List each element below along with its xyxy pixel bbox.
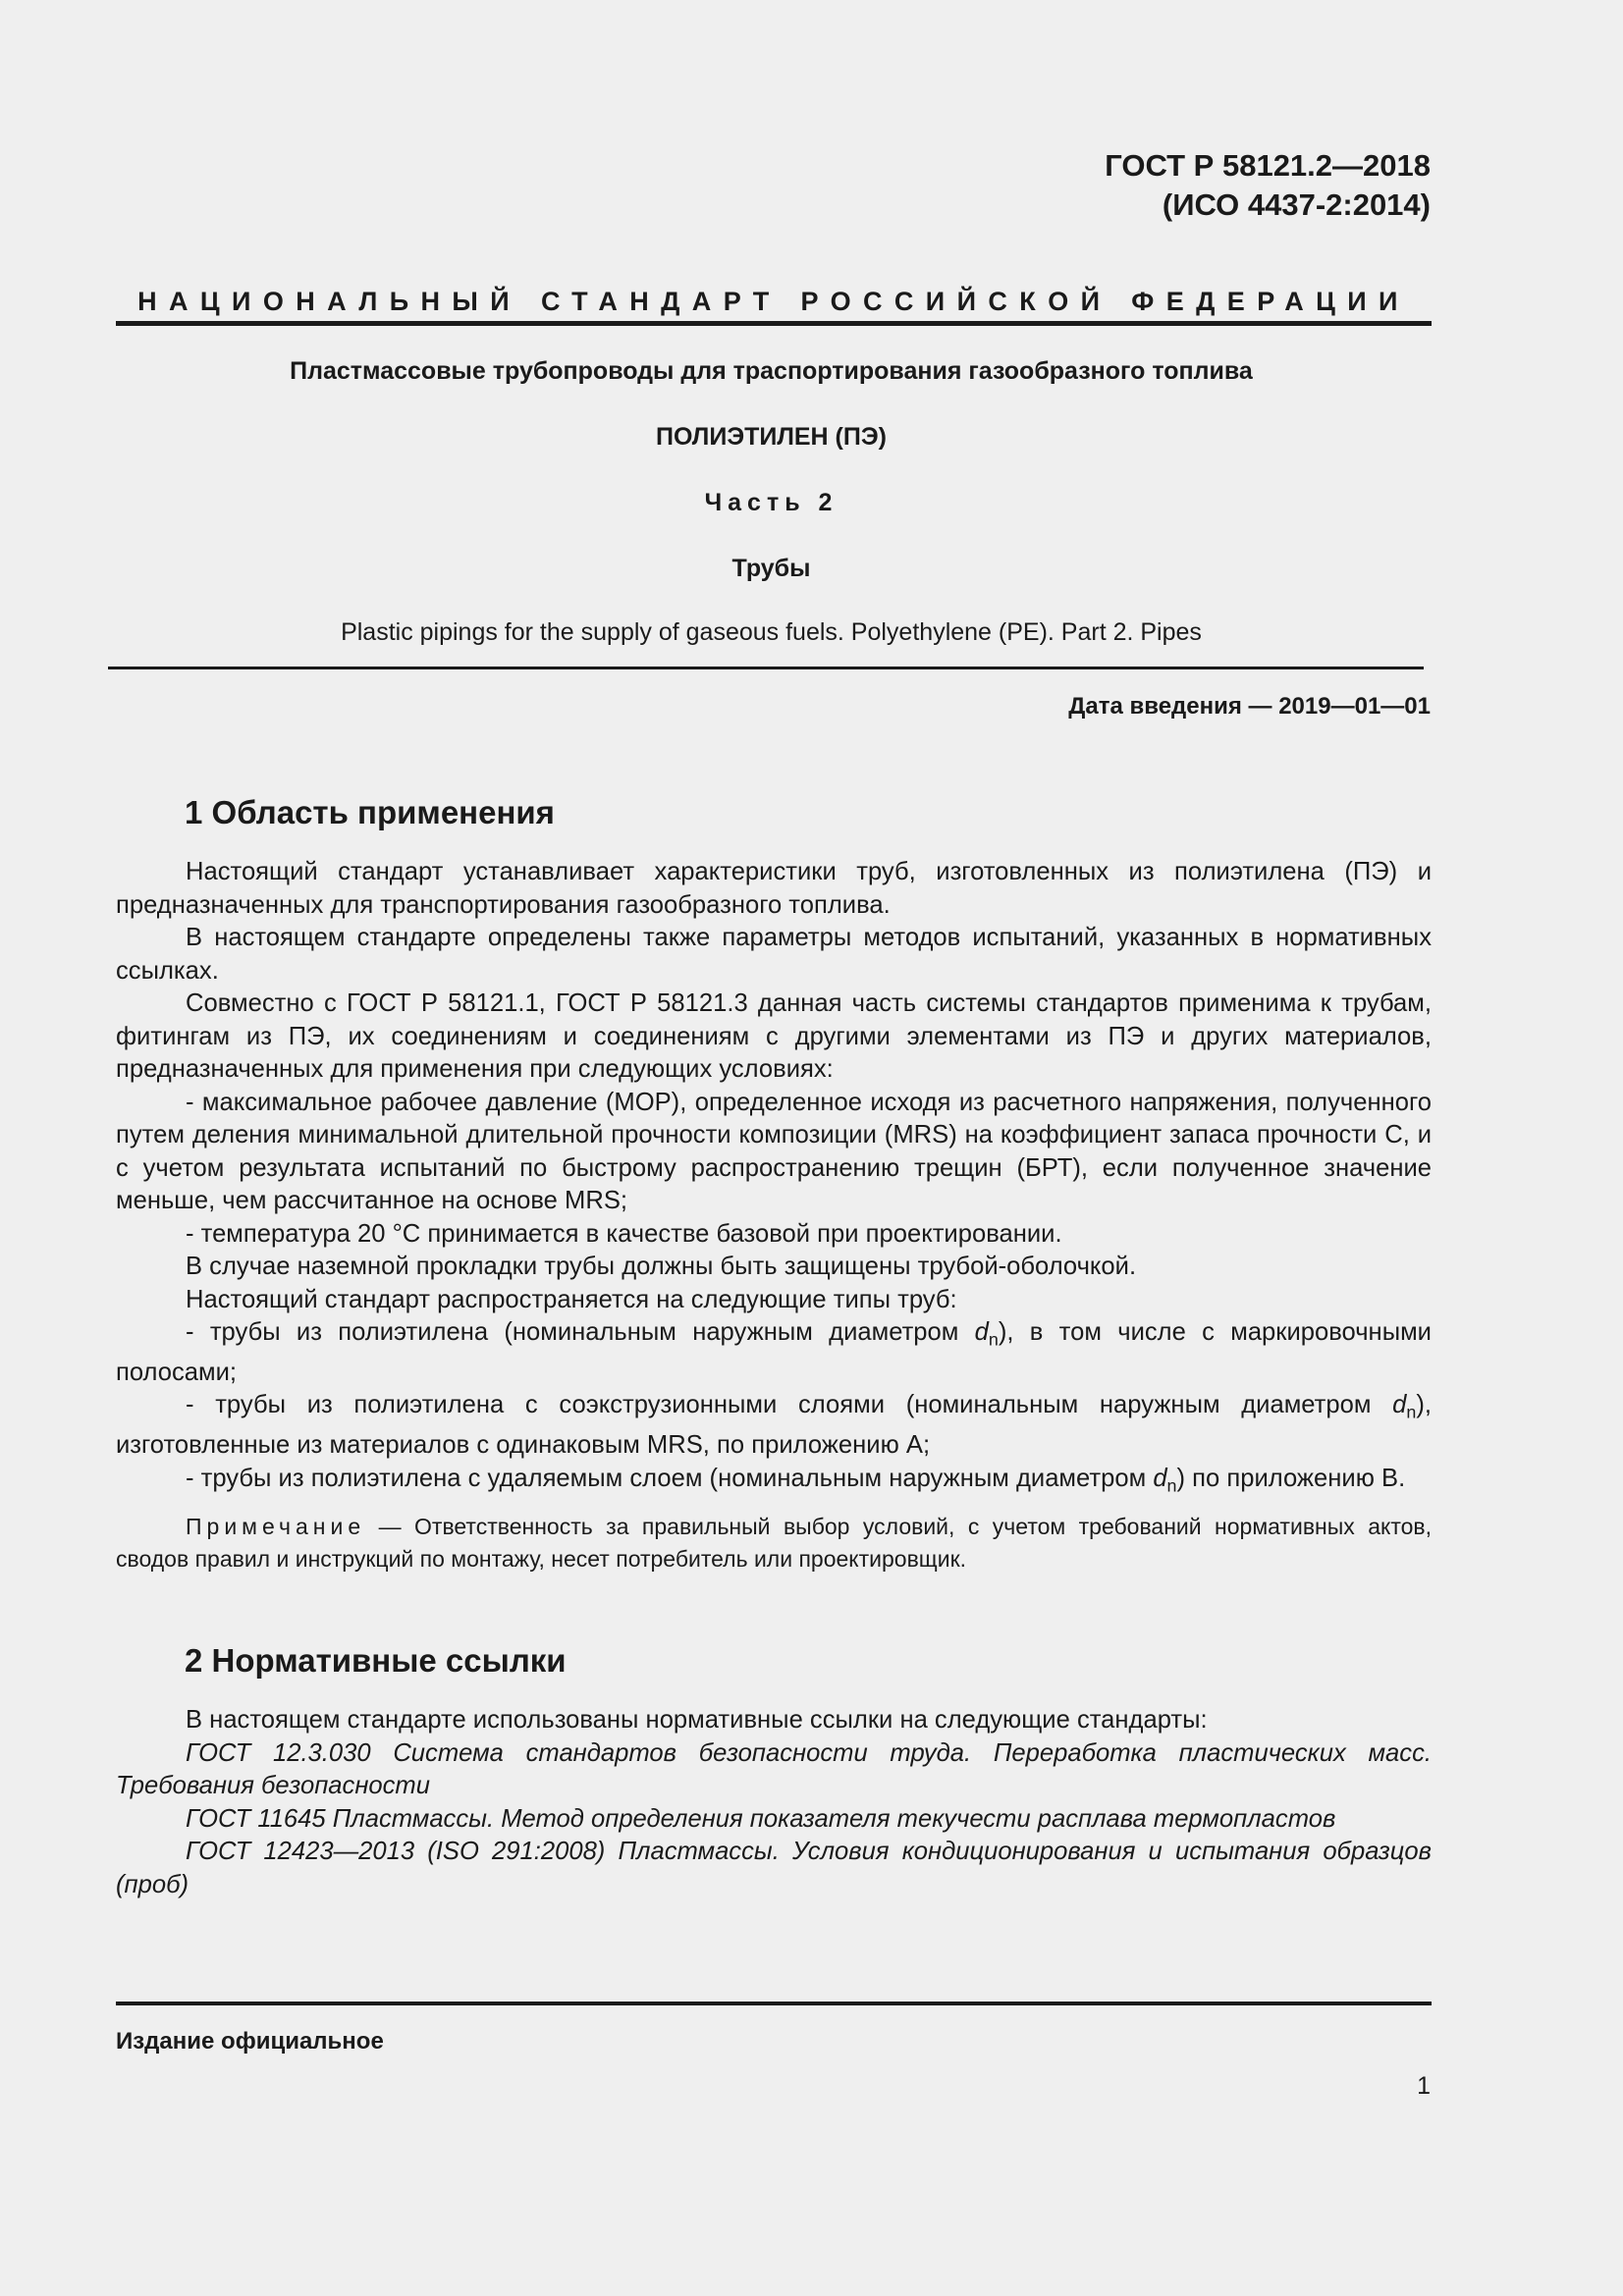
list-item: - трубы из полиэтилена с соэкструзионными слоями (номинальным наружным диаметром $d_n$), изготовленные из материалов с одинаковым MRS, по приложению А; (116, 1391, 1432, 1460)
dn-symbol: d (1392, 1391, 1407, 1419)
dn-subscript: n (1166, 1475, 1177, 1496)
reference-item: ГОСТ 12.3.030 Система стандартов безопасности труда. Переработка пластических масс. Требования безопасности (116, 1738, 1432, 1799)
iso-code: (ИСО 4437-2:2014) (1162, 187, 1431, 222)
dn-subscript: n (988, 1329, 999, 1350)
reference-item: ГОСТ 11645 Пластмассы. Метод определения показателя текучести расплава термопластов (186, 1804, 1336, 1833)
list-item: - трубы из полиэтилена с удаляемым слоем (номинальным наружным диаметром $d_n$) по приложению В. (186, 1464, 1406, 1496)
list-item: - трубы из полиэтилена (номинальным наружным диаметром $d_n$), в том числе с маркировочными полосами; (116, 1318, 1432, 1386)
note (116, 1511, 1432, 1575)
section-2-heading: 2 Нормативные ссылки (185, 1642, 567, 1679)
list-item: - температура 20 °С принимается в качестве базовой при проектировании. (186, 1219, 1062, 1248)
section-1-body (116, 856, 1432, 1575)
english-title: Plastic pipings for the supply of gaseous fuels. Polyethylene (PE). Part 2. Pipes (341, 618, 1202, 646)
title-rule (108, 667, 1424, 669)
paragraph: Настоящий стандарт распространяется на следующие типы труб: (186, 1285, 957, 1313)
introduction-date: Дата введения — 2019—01—01 (1068, 693, 1431, 720)
material-title: ПОЛИЭТИЛЕН (ПЭ) (656, 423, 887, 451)
paragraph: Настоящий стандарт устанавливает характеристики труб, изготовленных из полиэтилена (ПЭ) и предназначенных для транспортирования газообразного топлива. (116, 858, 1432, 919)
section-2-body (116, 1704, 1432, 1901)
part-title: Часть 2 (704, 489, 839, 516)
standard-code: ГОСТ Р 58121.2—2018 (1105, 148, 1431, 183)
page-number: 1 (1417, 2072, 1431, 2100)
header-rule (116, 321, 1432, 326)
footer-rule (116, 2002, 1432, 2005)
paragraph: Совместно с ГОСТ Р 58121.1, ГОСТ Р 58121.3 данная часть системы стандартов применима к трубам, фитингам из ПЭ, их соединениям и соединениям с другими элементами из ПЭ и других материалов, предназначенных для применения при следующих условиях: (116, 989, 1432, 1083)
national-standard-title: НАЦИОНАЛЬНЫЙ СТАНДАРТ РОССИЙСКОЙ ФЕДЕРАЦИИ (137, 287, 1410, 316)
section-1-heading: 1 Область применения (185, 794, 555, 830)
reference-item: ГОСТ 12423—2013 (ISO 291:2008) Пластмассы. Условия кондиционирования и испытания образцов (проб) (116, 1838, 1432, 1898)
dn-subscript: n (1406, 1402, 1417, 1422)
document-title: Пластмассовые трубопроводы для траспортирования газообразного топлива (290, 357, 1253, 385)
list-item: - максимальное рабочее давление (МОР), определенное исходя из расчетного напряжения, полученного путем деления минимальной длительной прочности композиции (MRS) на коэффициент запаса прочности С, и с учетом результата испытаний по быстрому распространению трещин (БРТ), если полученное значение меньше, чем рассчитанное на основе MRS; (116, 1088, 1432, 1214)
paragraph: В настоящем стандарте использованы нормативные ссылки на следующие стандарты: (186, 1706, 1208, 1734)
paragraph: В случае наземной прокладки трубы должны быть защищены трубой-оболочкой. (186, 1253, 1137, 1280)
dn-symbol: d (974, 1318, 989, 1346)
note-label: Примечание (186, 1513, 366, 1539)
subject-title: Трубы (731, 555, 811, 582)
dn-symbol: d (1153, 1464, 1167, 1492)
paragraph: В настоящем стандарте определены также параметры методов испытаний, указанных в нормативных ссылках. (116, 924, 1432, 985)
note-text: — Ответственность за правильный выбор условий, с учетом требований нормативных актов, сводов правил и инструкций по монтажу, несет потребитель или проектировщик. (116, 1513, 1432, 1572)
official-edition-label: Издание официальное (116, 2028, 384, 2055)
